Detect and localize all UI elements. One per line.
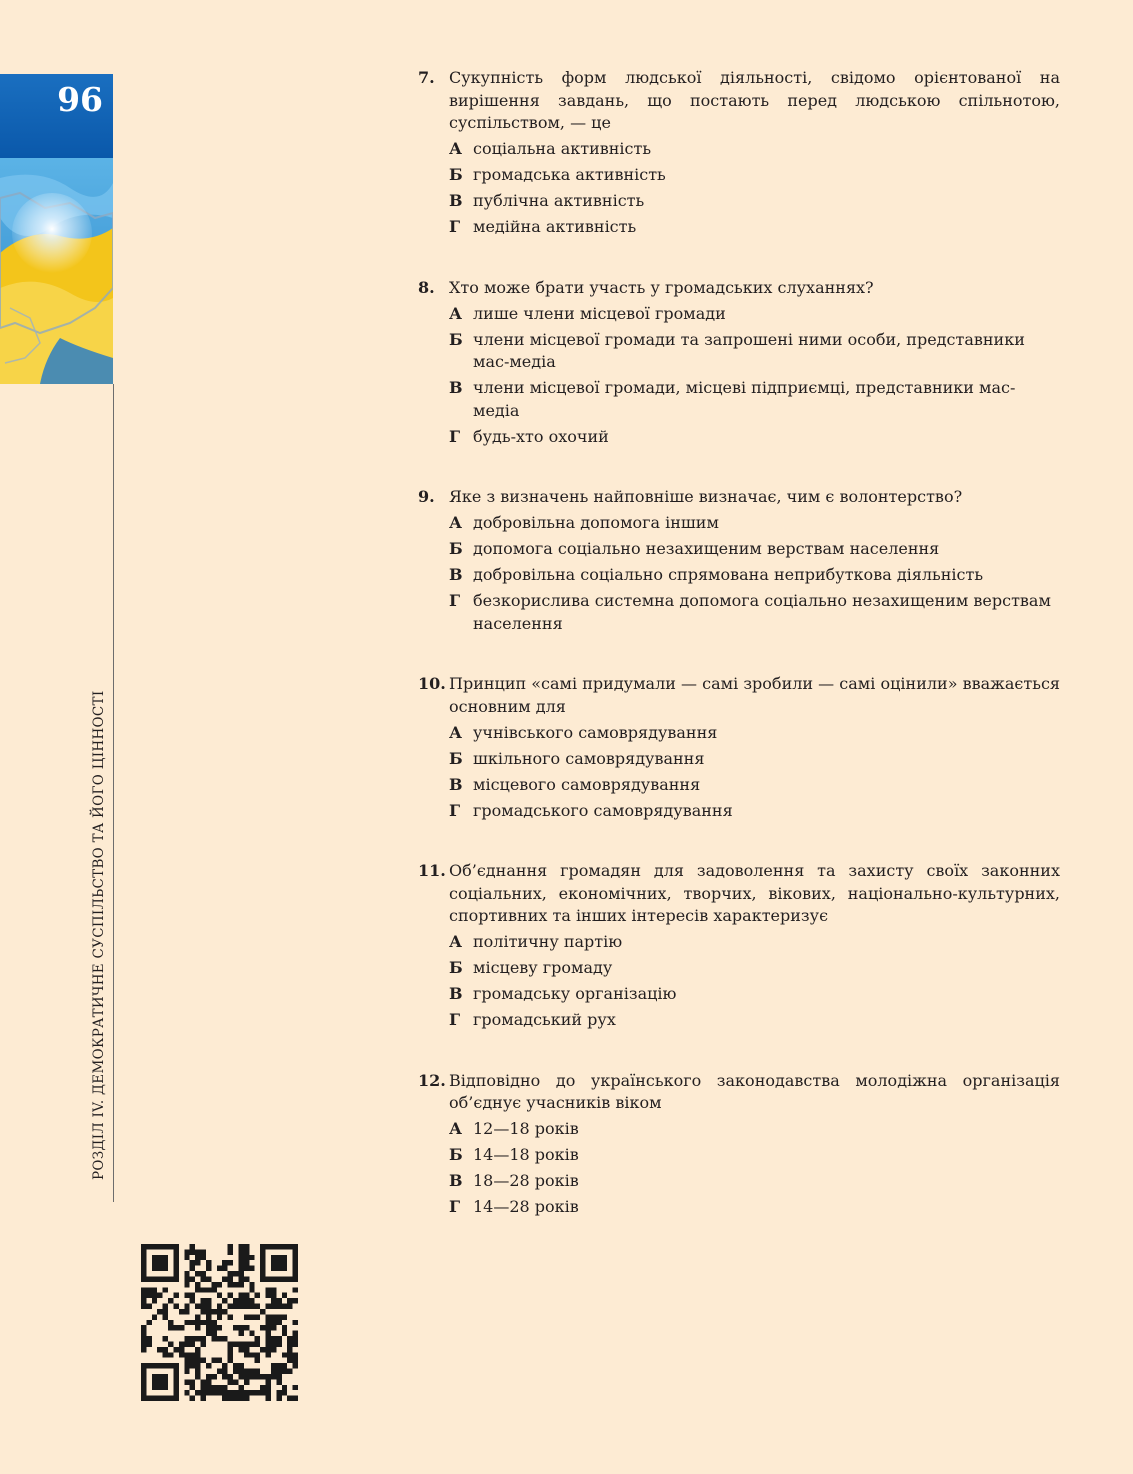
option-v [449,983,1060,1006]
question-8 [418,277,1060,449]
option-letter: Б [449,539,463,558]
question-stem [418,1070,1060,1115]
option-letter: А [449,139,463,158]
option-h [449,426,1060,449]
option-letter: В [449,565,463,584]
question-text: Яке з визначень найповніше визначає, чим є волонтерство? [449,487,963,506]
option-text: громадська активність [473,165,666,184]
option-letter: Б [449,329,463,349]
option-a [449,722,1060,745]
option-letter: Б [449,1145,463,1164]
option-letter: В [449,774,463,794]
option-b [449,957,1060,980]
flag-map-icon [0,158,113,384]
option-text: публічна активність [473,191,645,210]
option-text: громадського самоврядування [473,800,733,820]
option-h [449,216,1060,239]
option-letter: А [449,722,463,742]
question-text: Принцип «самі придумали — самі зробили — самі оцінили» вважається основним для [449,674,1060,716]
option-text: місцеву громаду [473,958,613,977]
question-stem [418,860,1060,928]
question-text: Об’єднання громадян для задоволення та захисту своїх законних соціальних, економічних, творчих, вікових, національно-культурних, спортивних та інших інтересів характеризує [449,861,1060,925]
page-number: 96 [57,80,103,119]
option-h [449,1009,1060,1032]
option-h [449,590,1060,635]
option-text: будь-хто охочий [473,426,609,446]
question-text: Відповідно до українського законодавства молодіжна організація об’єднує учасників віком [449,1070,1060,1112]
option-text: громадську організацію [473,984,677,1003]
page-number-block [0,74,113,158]
option-b [449,329,1060,374]
option-b [449,538,1060,561]
option-a [449,512,1060,535]
question-7 [418,67,1060,239]
option-text: добровільна допомога іншим [473,513,719,532]
option-letter: Г [449,591,461,610]
option-a [449,303,1060,326]
option-v [449,774,1060,797]
option-text: безкорислива системна допомога соціально незахищеним верствам населення [473,591,1051,633]
option-letter: А [449,932,463,951]
question-number: 8. [418,277,435,297]
option-text: громадський рух [473,1010,616,1029]
option-text: соціальна активність [473,139,652,158]
option-v [449,190,1060,213]
qr-code-icon[interactable] [141,1244,298,1401]
option-b [449,164,1060,187]
questions-list [418,67,1060,1257]
question-number: 9. [418,487,435,506]
option-text: шкільного самоврядування [473,748,705,768]
option-v [449,377,1060,422]
option-text: учнівського самоврядування [473,722,718,742]
question-9 [418,486,1060,635]
side-divider [113,384,114,1202]
option-b [449,748,1060,771]
option-letter: В [449,984,463,1003]
option-letter: Б [449,165,463,184]
question-stem [418,673,1060,718]
option-letter: В [449,1171,463,1190]
option-h [449,800,1060,823]
option-text: 18—28 років [473,1171,579,1190]
option-text: члени місцевої громади, місцеві підприємці, представники мас-медіа [473,378,1016,420]
option-letter: Б [449,958,463,977]
option-a [449,138,1060,161]
option-text: медійна активність [473,217,637,236]
question-number: 10. [418,674,446,693]
option-text: лише члени місцевої громади [473,303,726,323]
option-h [449,1196,1060,1219]
option-text: допомога соціально незахищеним верствам населення [473,539,940,558]
option-b [449,1144,1060,1167]
option-letter: Г [449,1010,461,1029]
option-letter: Г [449,217,461,236]
option-text: 12—18 років [473,1119,579,1138]
option-text: добровільна соціально спрямована неприбуткова діяльність [473,565,984,584]
option-text: політичну партію [473,932,623,951]
question-11 [418,860,1060,1032]
question-10 [418,673,1060,822]
option-letter: Б [449,748,463,768]
question-number: 7. [418,68,435,87]
question-12 [418,1070,1060,1219]
option-letter: А [449,303,463,323]
option-v [449,564,1060,587]
option-letter: Г [449,426,461,446]
question-stem [418,67,1060,135]
question-stem [418,277,1060,300]
option-text: місцевого самоврядування [473,774,701,794]
question-number: 12. [418,1070,446,1090]
option-letter: В [449,191,463,210]
option-letter: Г [449,1197,461,1216]
option-a [449,1118,1060,1141]
ukraine-flag-map-illustration [0,158,113,384]
section-title-vertical: РОЗДІЛ IV. ДЕМОКРАТИЧНЕ СУСПІЛЬСТВО ТА ЙОГО ЦІННОСТІ [91,690,107,1180]
option-text: 14—18 років [473,1145,579,1164]
option-letter: А [449,1119,463,1138]
question-stem [418,486,1060,509]
question-text: Сукупність форм людської діяльності, свідомо орієнтованої на вирішення завдань, що постають перед людською спільнотою, суспільством, — це [449,68,1060,132]
option-letter: А [449,513,463,532]
option-a [449,931,1060,954]
option-v [449,1170,1060,1193]
option-letter: В [449,378,463,397]
option-text: члени місцевої громади та запрошені ними особи, представники мас-медіа [473,329,1025,371]
question-text: Хто може брати участь у громадських слуханнях? [449,277,874,297]
question-number: 11. [418,861,446,880]
option-text: 14—28 років [473,1197,579,1216]
option-letter: Г [449,800,461,820]
